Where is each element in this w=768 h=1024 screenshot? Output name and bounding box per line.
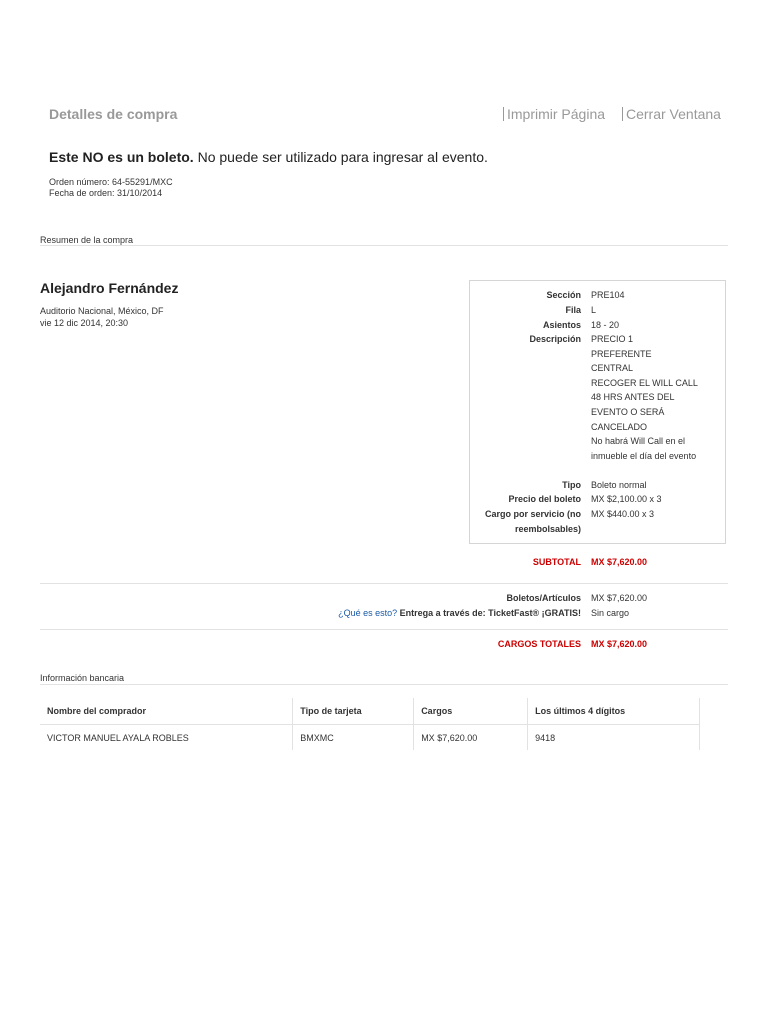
total-label: CARGOS TOTALES xyxy=(497,639,581,649)
description-line: CANCELADO xyxy=(591,421,648,432)
order-number: Orden número: 64-55291/MXC xyxy=(49,177,173,187)
description-line: CENTRAL xyxy=(591,363,634,374)
summary-section-label: Resumen de la compra xyxy=(40,235,134,245)
not-a-ticket-notice xyxy=(49,149,488,165)
bank-info-table xyxy=(40,698,700,750)
close-window-link[interactable] xyxy=(622,106,721,122)
service-label-line-1: Cargo por servicio (no xyxy=(484,509,581,519)
detail-label: Sección xyxy=(546,290,581,300)
detail-value: MX $440.00 x 3 xyxy=(591,509,655,519)
description-line: RECOGER EL WILL CALL xyxy=(591,377,698,388)
detail-value: 18 - 20 xyxy=(591,320,620,330)
detail-label xyxy=(485,507,581,536)
column-header: Los últimos 4 dígitos xyxy=(528,698,700,725)
total-value: MX $7,620.00 xyxy=(591,639,648,649)
order-date: Fecha de orden: 31/10/2014 xyxy=(49,188,163,198)
items-label: Boletos/Artículos xyxy=(506,593,581,603)
divider xyxy=(40,629,728,630)
event-datetime: vie 12 dic 2014, 20:30 xyxy=(40,318,129,328)
table-header-row xyxy=(40,698,700,725)
notice-bold: Este NO es un boleto. xyxy=(49,149,194,165)
column-header: Cargos xyxy=(414,698,528,725)
print-page-label: Imprimir Página xyxy=(507,106,606,122)
detail-label: Fila xyxy=(565,305,581,315)
divider xyxy=(40,245,728,246)
notice-text: No puede ser utilizado para ingresar al evento. xyxy=(197,149,488,165)
items-value: MX $7,620.00 xyxy=(591,593,648,603)
delivery-label: Entrega a través de: TicketFast® ¡GRATIS! xyxy=(399,608,581,618)
description-line: PREFERENTE xyxy=(591,348,652,359)
close-window-label: Cerrar Ventana xyxy=(626,106,721,122)
detail-label: Precio del boleto xyxy=(508,494,581,504)
detail-value: MX $2,100.00 x 3 xyxy=(591,494,662,504)
last-digits-cell: 9418 xyxy=(528,725,700,751)
detail-label: Descripción xyxy=(529,334,581,344)
subtotal-label: SUBTOTAL xyxy=(532,557,581,567)
description-line: PRECIO 1 xyxy=(591,334,634,344)
event-info xyxy=(40,305,164,329)
column-header: Nombre del comprador xyxy=(40,698,293,725)
subtotal-value: MX $7,620.00 xyxy=(591,557,648,567)
delivery-row xyxy=(338,608,581,618)
page-title: Detalles de compra xyxy=(49,106,178,122)
detail-label: Tipo xyxy=(562,480,581,490)
detail-value: Boleto normal xyxy=(591,480,647,490)
table-row xyxy=(40,725,700,751)
service-label-line-2: reembolsables) xyxy=(514,523,581,534)
buyer-name-cell: VICTOR MANUEL AYALA ROBLES xyxy=(40,725,293,751)
event-name: Alejandro Fernández xyxy=(40,280,179,296)
description-line: EVENTO O SERÁ xyxy=(591,406,665,417)
detail-description-lines xyxy=(591,332,698,463)
charges-cell: MX $7,620.00 xyxy=(414,725,528,751)
description-line: 48 HRS ANTES DEL xyxy=(591,392,675,403)
detail-label: Asientos xyxy=(542,320,581,330)
card-type-cell: BMXMC xyxy=(293,725,414,751)
what-is-this-link[interactable]: ¿Qué es esto? xyxy=(338,608,398,618)
separator-icon xyxy=(622,107,623,121)
bank-section-label: Información bancaria xyxy=(40,673,125,683)
column-header: Tipo de tarjeta xyxy=(293,698,414,725)
event-venue: Auditorio Nacional, México, DF xyxy=(40,306,164,316)
delivery-value: Sin cargo xyxy=(591,608,630,618)
print-page-link[interactable] xyxy=(503,106,605,122)
detail-value: L xyxy=(591,305,597,315)
divider xyxy=(40,684,728,685)
ticket-details-box xyxy=(469,280,726,544)
detail-value: PRE104 xyxy=(591,290,625,300)
separator-icon xyxy=(503,107,504,121)
description-line: inmueble el día del evento xyxy=(591,450,697,461)
divider xyxy=(40,583,728,584)
description-line: No habrá Will Call en el xyxy=(591,436,686,447)
order-info xyxy=(49,177,173,199)
